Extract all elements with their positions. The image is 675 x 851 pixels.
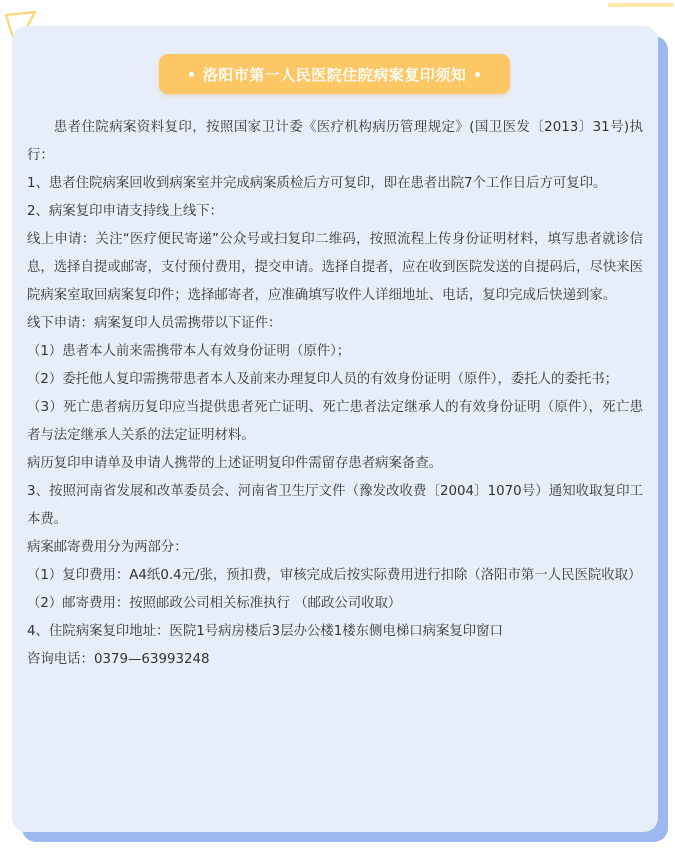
bullet-dot-icon	[475, 72, 480, 77]
page-title: 洛阳市第一人民医院住院病案复印须知	[202, 65, 467, 84]
top-right-decoration-bar	[608, 3, 674, 7]
paragraph-fee-parts: 病案邮寄费用分为两部分：	[27, 540, 188, 555]
paragraph-retention-note: 病历复印申请单及申请人携带的上述证明复印件需留存患者病案备查。	[27, 456, 443, 471]
paragraph-offline-sub-3: （3）死亡患者病历复印应当提供患者死亡证明、死亡患者法定继承人的有效身份证明（原件），死亡患者与法定继承人关系的法定证明材料。	[27, 400, 643, 443]
paragraph-offline-sub-1: （1）患者本人前来需携带本人有效身份证明（原件）；	[27, 344, 351, 359]
notice-content	[27, 114, 643, 674]
paragraph-item-2: 2、病案复印申请支持线上线下：	[27, 204, 223, 219]
paragraph-intro: 患者住院病案资料复印，按照国家卫计委《医疗机构病历管理规定》(国卫医发〔2013〕31号)执行：	[27, 120, 643, 163]
paragraph-item-4-address: 4、住院病案复印地址：医院1号病房楼后3层办公楼1楼东侧电梯口病案复印窗口	[27, 624, 503, 639]
paragraph-online-application: 线上申请：关注“医疗便民寄递”公众号或扫复印二维码，按照流程上传身份证明材料，填写患者就诊信息，选择自提或邮寄，支付预付费用，提交申请。选择自提者，应在收到医院发送的自提码后，尽快来医院病案室取回病案复印件；选择邮寄者，应准确填写收件人详细地址、电话，复印完成后快递到家。	[27, 232, 643, 303]
paragraph-contact-phone: 咨询电话：0379—63993248	[27, 652, 210, 667]
title-banner	[159, 54, 510, 94]
paragraph-fee-copy: （1）复印费用：A4纸0.4元/张，预扣费，审核完成后按实际费用进行扣除（洛阳市第一人民医院收取）	[27, 568, 642, 583]
bullet-dot-icon	[189, 72, 194, 77]
paragraph-item-3: 3、按照河南省发展和改革委员会、河南省卫生厅文件（豫发改收费〔2004〕1070号）通知收取复印工本费。	[27, 484, 643, 527]
paragraph-item-1: 1、患者住院病案回收到病案室并完成病案质检后方可复印，即在患者出院7个工作日后方可复印。	[27, 176, 607, 191]
paragraph-offline-application: 线下申请：病案复印人员需携带以下证件：	[27, 316, 282, 331]
paragraph-offline-sub-2: （2）委托他人复印需携带患者本人及前来办理复印人员的有效身份证明（原件），委托人的委托书；	[27, 372, 619, 387]
paragraph-fee-postage: （2）邮寄费用：按照邮政公司相关标准执行 （邮政公司收取）	[27, 596, 402, 611]
